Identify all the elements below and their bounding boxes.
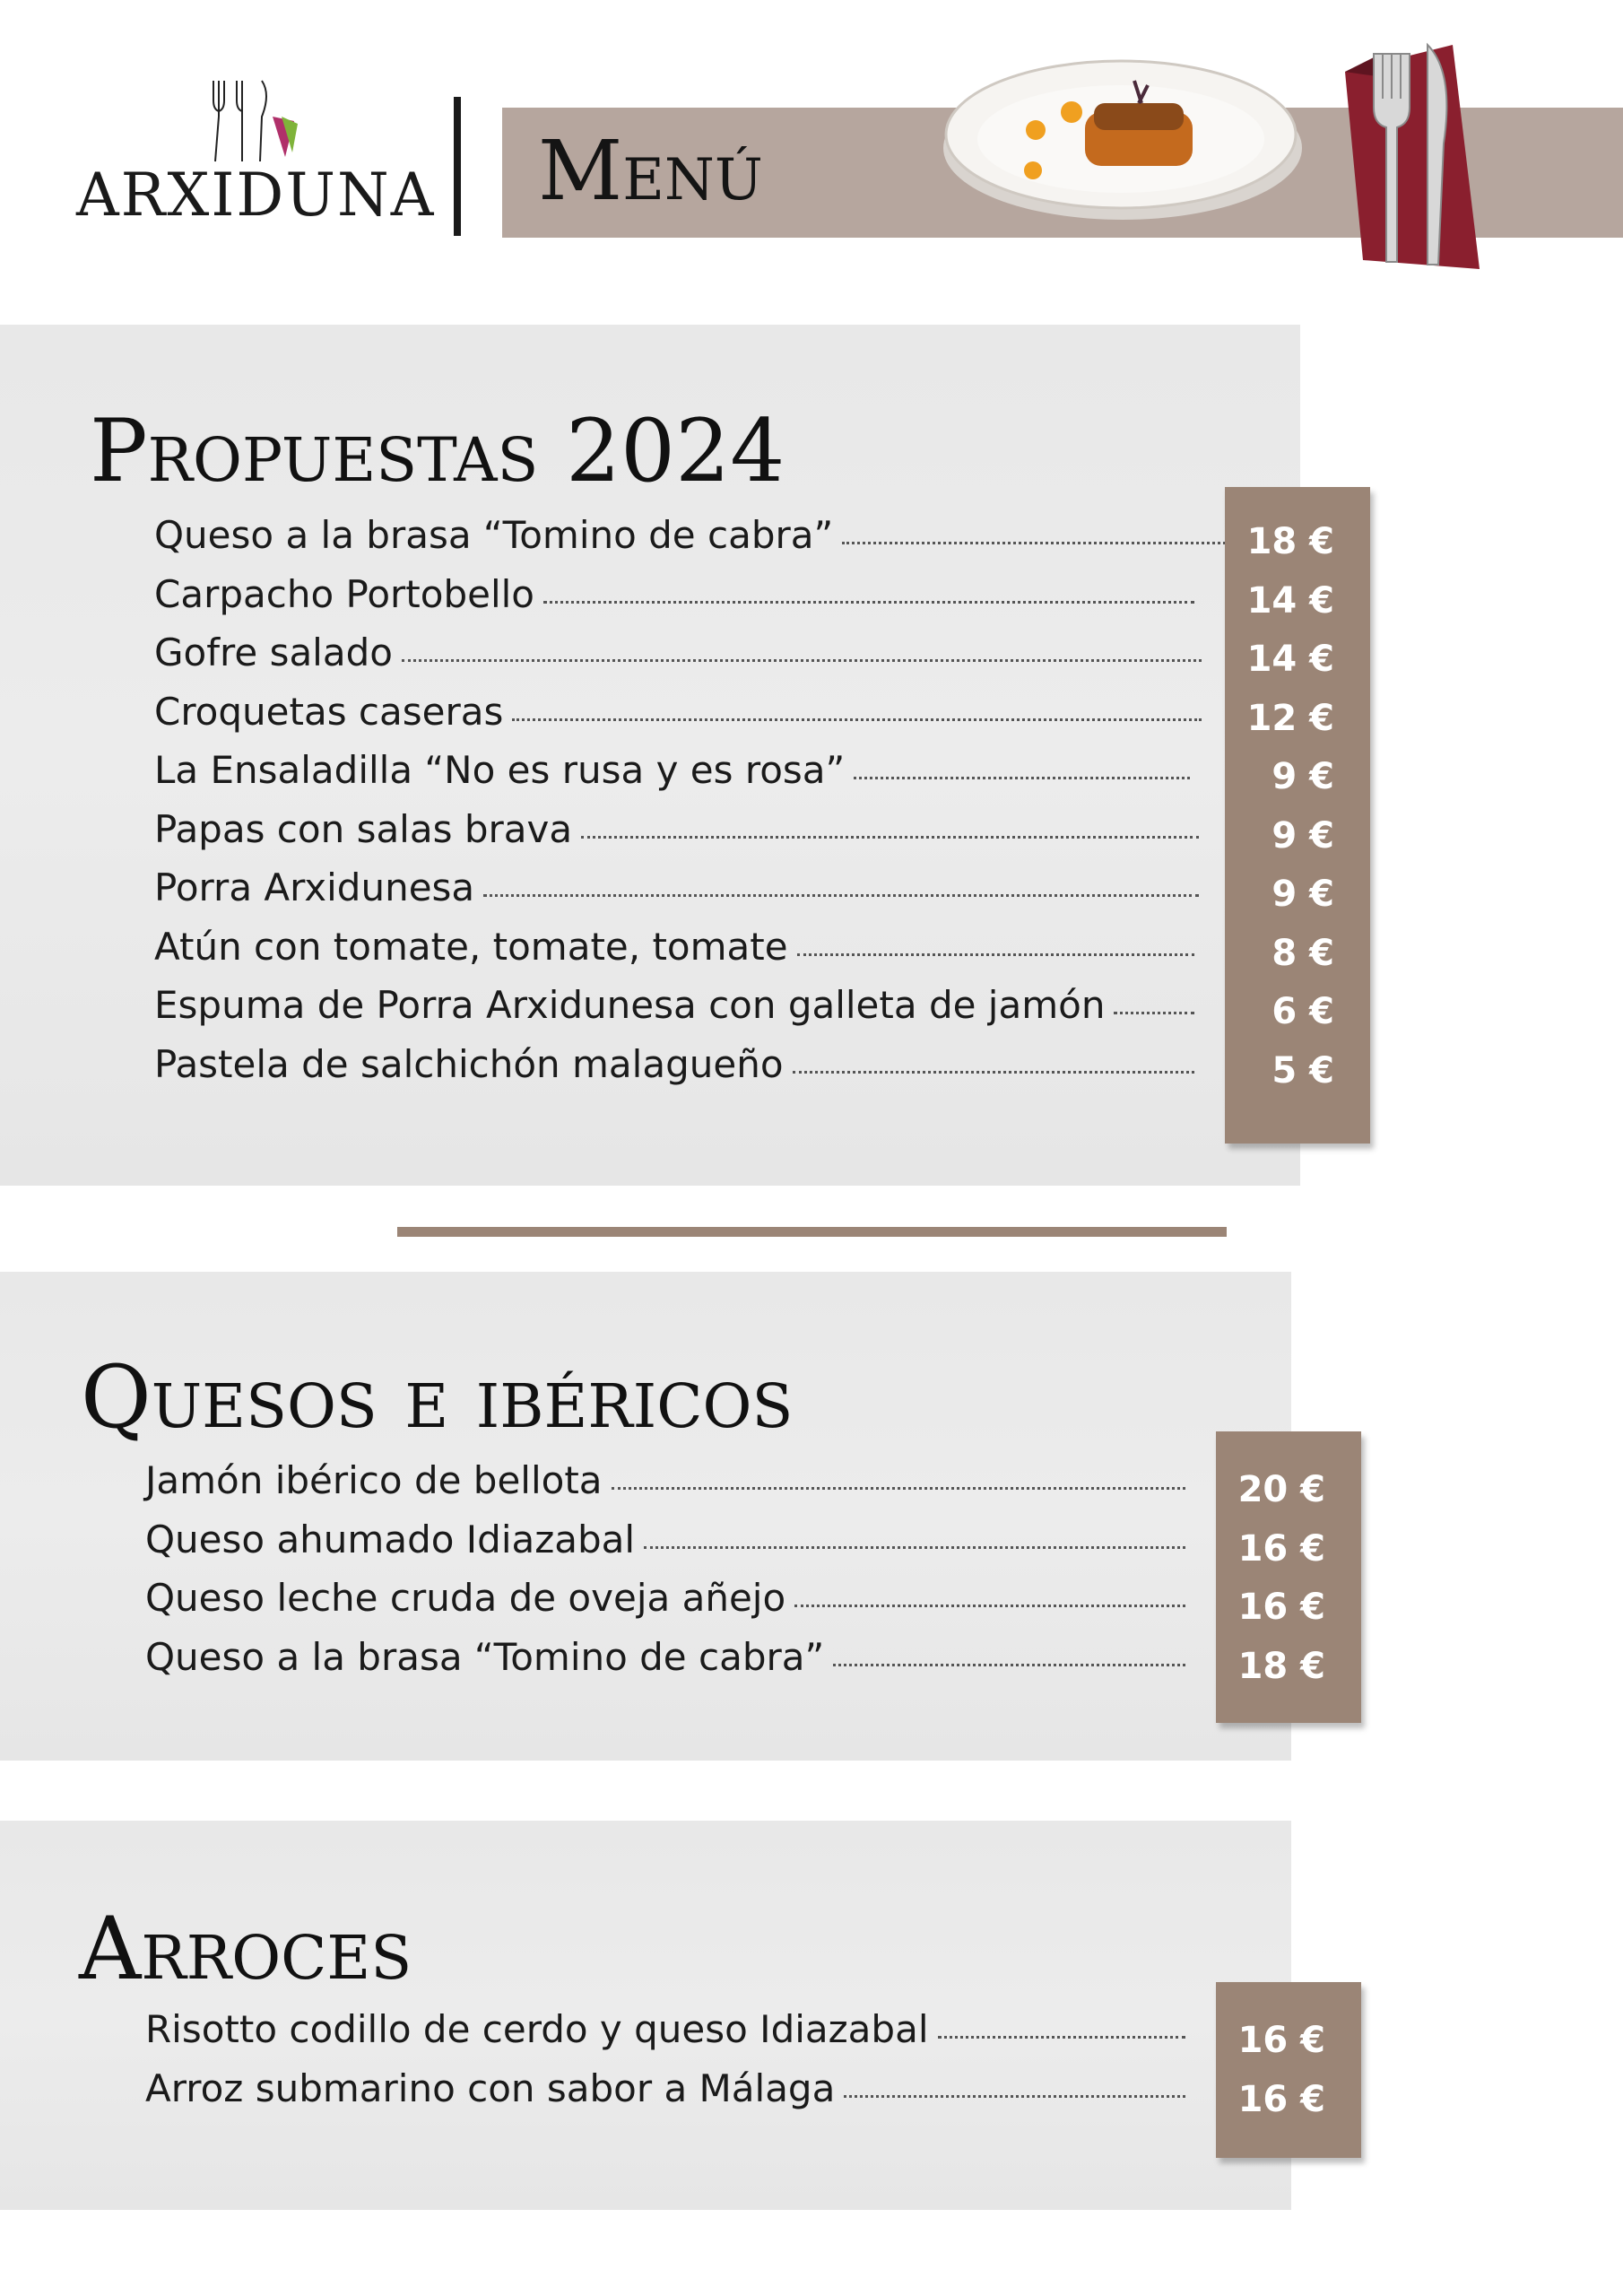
dotted-leader bbox=[512, 716, 1202, 721]
menu-item bbox=[154, 690, 1202, 749]
dotted-leader bbox=[793, 1068, 1194, 1074]
menu-item bbox=[145, 1635, 1185, 1694]
menu-item-name: Jamón ibérico de bellota bbox=[145, 1458, 603, 1502]
price-list bbox=[1238, 2012, 1325, 2129]
menu-item-name: Atún con tomate, tomate, tomate bbox=[154, 924, 788, 969]
dotted-leader bbox=[794, 1602, 1185, 1607]
menu-title: Menú bbox=[538, 123, 763, 219]
menu-item-name: Carpacho Portobello bbox=[154, 571, 534, 616]
menu-item bbox=[154, 807, 1199, 866]
section-title: Propuestas 2024 bbox=[90, 401, 785, 501]
menu-item bbox=[154, 748, 1190, 807]
price-column bbox=[1225, 487, 1370, 1144]
menu-item bbox=[145, 1458, 1185, 1518]
plated-dish-image bbox=[933, 27, 1309, 233]
menu-list bbox=[145, 1458, 1185, 1693]
menu-item-name: Croquetas caseras bbox=[154, 689, 504, 734]
dotted-leader bbox=[483, 891, 1199, 897]
menu-item-price: 9 € bbox=[1271, 756, 1334, 797]
menu-item-price: 18 € bbox=[1246, 521, 1334, 562]
menu-item bbox=[154, 631, 1202, 690]
menu-item-name: Queso a la brasa “Tomino de cabra” bbox=[145, 1634, 825, 1679]
dotted-leader bbox=[581, 833, 1199, 839]
menu-item bbox=[145, 1518, 1185, 1577]
section-title: Quesos e ibéricos bbox=[81, 1347, 794, 1448]
dotted-leader bbox=[797, 951, 1194, 956]
menu-item bbox=[145, 2007, 1185, 2066]
menu-item-price: 20 € bbox=[1237, 1469, 1325, 1510]
menu-item-price: 12 € bbox=[1246, 697, 1334, 739]
menu-item-price: 16 € bbox=[1237, 1527, 1325, 1570]
menu-item-price: 9 € bbox=[1271, 874, 1334, 915]
menu-item-name: Porra Arxidunesa bbox=[154, 865, 475, 909]
menu-item bbox=[154, 513, 1230, 572]
menu-item-price: 14 € bbox=[1246, 579, 1334, 622]
menu-item bbox=[154, 983, 1194, 1042]
menu-item bbox=[145, 2066, 1185, 2126]
dotted-leader bbox=[543, 598, 1194, 604]
menu-item bbox=[154, 865, 1199, 925]
dotted-leader bbox=[833, 1661, 1185, 1666]
price-column bbox=[1216, 1431, 1361, 1723]
menu-item-price: 16 € bbox=[1237, 2078, 1325, 2120]
section-separator bbox=[397, 1227, 1227, 1237]
menu-item-price: 6 € bbox=[1271, 991, 1334, 1032]
dotted-leader bbox=[844, 2092, 1185, 2098]
header-divider bbox=[454, 97, 461, 236]
menu-item-price: 14 € bbox=[1246, 639, 1334, 680]
menu-item bbox=[154, 925, 1194, 984]
price-list bbox=[1247, 513, 1334, 1100]
menu-item bbox=[154, 1042, 1194, 1101]
menu-list bbox=[145, 2007, 1185, 2125]
dotted-leader bbox=[402, 657, 1202, 662]
dotted-leader bbox=[842, 539, 1230, 544]
menu-item-name: Risotto codillo de cerdo y queso Idiazabal bbox=[145, 2007, 929, 2051]
menu-item-price: 18 € bbox=[1237, 1645, 1325, 1687]
dotted-leader bbox=[854, 774, 1190, 779]
menu-item-name: Espuma de Porra Arxidunesa con galleta de jamón bbox=[154, 983, 1106, 1027]
dotted-leader bbox=[938, 2033, 1186, 2039]
price-column bbox=[1216, 1982, 1361, 2158]
fork-knife-napkin-icon bbox=[1327, 18, 1488, 287]
price-list bbox=[1238, 1461, 1325, 1696]
dotted-leader bbox=[644, 1544, 1185, 1549]
menu-item-price: 9 € bbox=[1271, 814, 1334, 857]
menu-item-name: Pastela de salchichón malagueño bbox=[154, 1041, 784, 1086]
dotted-leader bbox=[612, 1484, 1185, 1490]
menu-item-price: 16 € bbox=[1237, 1587, 1325, 1628]
menu-item-name: Queso ahumado Idiazabal bbox=[145, 1517, 636, 1561]
menu-item-name: Queso leche cruda de oveja añejo bbox=[145, 1576, 786, 1620]
menu-item-name: Queso a la brasa “Tomino de cabra” bbox=[154, 513, 834, 557]
brand-name: ARXIDUNA bbox=[76, 161, 436, 230]
menu-item-name: Arroz submarino con sabor a Málaga bbox=[145, 2066, 836, 2110]
menu-item-name: Papas con salas brava bbox=[154, 806, 573, 851]
menu-item-price: 16 € bbox=[1237, 2020, 1325, 2061]
menu-item bbox=[154, 572, 1194, 631]
menu-item bbox=[145, 1576, 1185, 1635]
menu-item-name: La Ensaladilla “No es rusa y es rosa” bbox=[154, 748, 846, 792]
menu-list bbox=[154, 513, 1230, 1100]
dotted-leader bbox=[1114, 1009, 1194, 1014]
cutlery-logo-icon bbox=[206, 72, 305, 170]
menu-item-price: 5 € bbox=[1271, 1049, 1334, 1091]
menu-item-price: 8 € bbox=[1271, 932, 1334, 974]
section-title: Arroces bbox=[79, 1899, 412, 1999]
menu-item-name: Gofre salado bbox=[154, 631, 393, 674]
